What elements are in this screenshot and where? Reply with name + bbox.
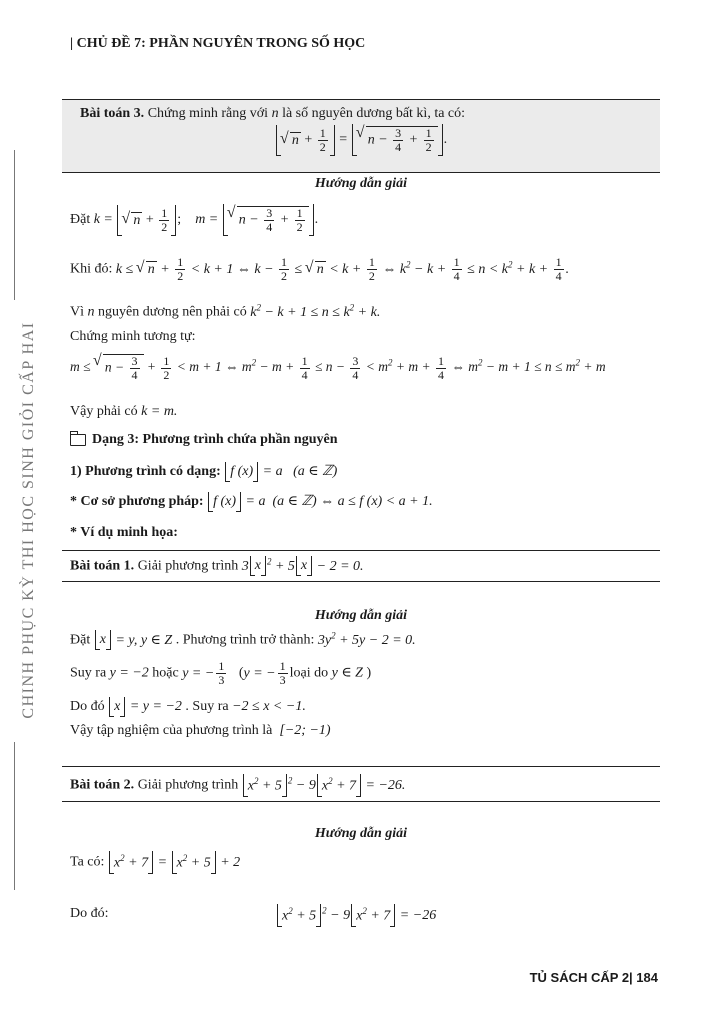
folder-icon	[70, 434, 86, 446]
p2-line-taco: Ta có: $x^2 + 7 = x^2 + 5 + 2$	[70, 851, 240, 874]
p3-vay-eq: k = m.	[141, 404, 178, 419]
p1-suyra2: . Suy ra	[185, 699, 229, 715]
p1-hoac: hoặc	[152, 665, 179, 681]
p3-line-vi: Vì n nguyên dương nên phải có $k^2 - k + 1 \le n \le k^2 + k$.	[70, 302, 381, 320]
p1-dodo-label: Do đó	[70, 699, 105, 715]
section-dang3	[70, 432, 338, 448]
p3-vay-label: Vậy phải có	[70, 404, 138, 419]
problem3-label: Bài toán 3.	[80, 106, 145, 121]
section-dang3-text: Dạng 3: Phương trình chứa phần nguyên	[92, 432, 338, 447]
p2-dodo-eq: $x^2 + 5$ $^2$ − 9 $x^2 + 7 = -26$	[276, 904, 436, 927]
p3-line-khido: Khi đó: k ≤ √ n + $\frac{1}{2}$ < k + 1 ⇔ k − $\frac{1}{2}$ ≤ √ n < k + $\frac{1}{2}$ ⇔ $k^2 - k$ + $\frac{1}{4}$ ≤ $n < k^2 + k$ + $\frac{1}{4}$ .	[70, 256, 569, 283]
page-footer: TỦ SÁCH CẤP 2| 184	[529, 970, 658, 985]
p1-suyra-label: Suy ra	[70, 665, 107, 681]
p2-line-dodo	[70, 906, 109, 922]
p3-khido-label: Khi đó:	[70, 261, 113, 277]
problem3-text: Chứng minh rằng với	[147, 106, 269, 121]
p1-dat-rest: . Phương trình trở thành:	[175, 632, 315, 648]
p3-vi-b: nguyên dương nên phải có	[98, 304, 247, 320]
sidebar	[14, 150, 44, 890]
p1-dat-label: Đặt	[70, 632, 91, 648]
p2-dodo-label: Do đó:	[70, 906, 109, 921]
p3-dat-label: Đặt	[70, 212, 91, 228]
problem3-box	[62, 99, 660, 173]
p3-line-vay	[70, 404, 177, 420]
problem1-box: Bài toán 1. Giải phương trình 3 x $^2$ + 5 x − 2 = 0.	[62, 550, 660, 582]
problem3-formula: √ n + $\frac{1}{2}$ = √ n − $\frac{3}{4}$ + $\frac{1}{2}$ .	[62, 124, 660, 156]
p3-vi-var: n	[87, 304, 95, 320]
section-coso: * Cơ sở phương pháp: f (x) = a (a ∈ ℤ) ⇔ a ≤ f (x) < a + 1.	[70, 492, 433, 512]
problem3-var: n	[271, 106, 279, 121]
problem2-box: Bài toán 2. Giải phương trình $x^2 + 5$ $^2$ − 9 $x^2 + 7 = -26$.	[62, 766, 660, 802]
p2-taco-label: Ta có:	[70, 854, 105, 870]
sidebar-text: CHINH PHỤC KỲ THI HỌC SINH GIỎI CẤP HAI	[20, 321, 37, 719]
problem2-label: Bài toán 2.	[70, 777, 135, 793]
problem1-text: Giải phương trình	[137, 558, 239, 574]
p1-line-vay: Vậy tập nghiệm của phương trình là [−2; −1)	[70, 723, 331, 738]
section-form1: 1) Phương trình có dạng: f (x) = a (a ∈ ℤ)	[70, 462, 337, 482]
problem3-text2: là số nguyên dương bất kì, ta có:	[282, 106, 466, 121]
p1-line-suyra: Suy ra y = −2 hoặc y = − $\frac{1}{3}$ (y = − $\frac{1}{3}$ loại do y ∈ Z )	[70, 659, 372, 687]
p3-vi-a: Vì	[70, 304, 84, 320]
p1-line-dat: Đặt x = y, y ∈ Z . Phương trình trở thành: $3y^2 + 5y - 2 = 0$.	[70, 630, 416, 650]
page-header: | CHỦ ĐỀ 7: PHẦN NGUYÊN TRONG SỐ HỌC	[70, 36, 366, 51]
problem1-label: Bài toán 1.	[70, 558, 135, 574]
p3-chungminh: Chứng minh tương tự:	[70, 329, 196, 344]
p3-line-m: m ≤ √ n − $\frac{3}{4}$ + $\frac{1}{2}$ < m + 1 ⇔ $m^2 - m$ + $\frac{1}{4}$ ≤ n − $\frac{3}{4}$ < $m^2 + m$ + $\frac{1}{4}$ ⇔ $m^2 - m + 1 \le n \le m^2 + m$	[70, 354, 606, 382]
section-vidu: * Ví dụ minh họa:	[70, 525, 178, 540]
problem3-solution-title: Hướng dẫn giải	[314, 176, 408, 191]
form1-label: 1) Phương trình có dạng:	[70, 464, 221, 480]
p1-loaido: loại do	[289, 665, 329, 681]
p1-line-dodo: Do đó x = y = −2 . Suy ra −2 ≤ x < −1.	[70, 697, 306, 717]
problem2-text: Giải phương trình	[137, 777, 239, 793]
coso-label: * Cơ sở phương pháp:	[70, 494, 204, 510]
problem2-solution-title: Hướng dẫn giải	[314, 826, 408, 841]
problem1-solution-title: Hướng dẫn giải	[314, 608, 408, 623]
p1-vay-label: Vậy tập nghiệm của phương trình là	[70, 723, 273, 738]
p3-line-dat: Đặt k = √ n + $\frac{1}{2}$ ; m = √ n − $\frac{3}{4}$ + $\frac{1}{2}$ .	[70, 204, 318, 236]
